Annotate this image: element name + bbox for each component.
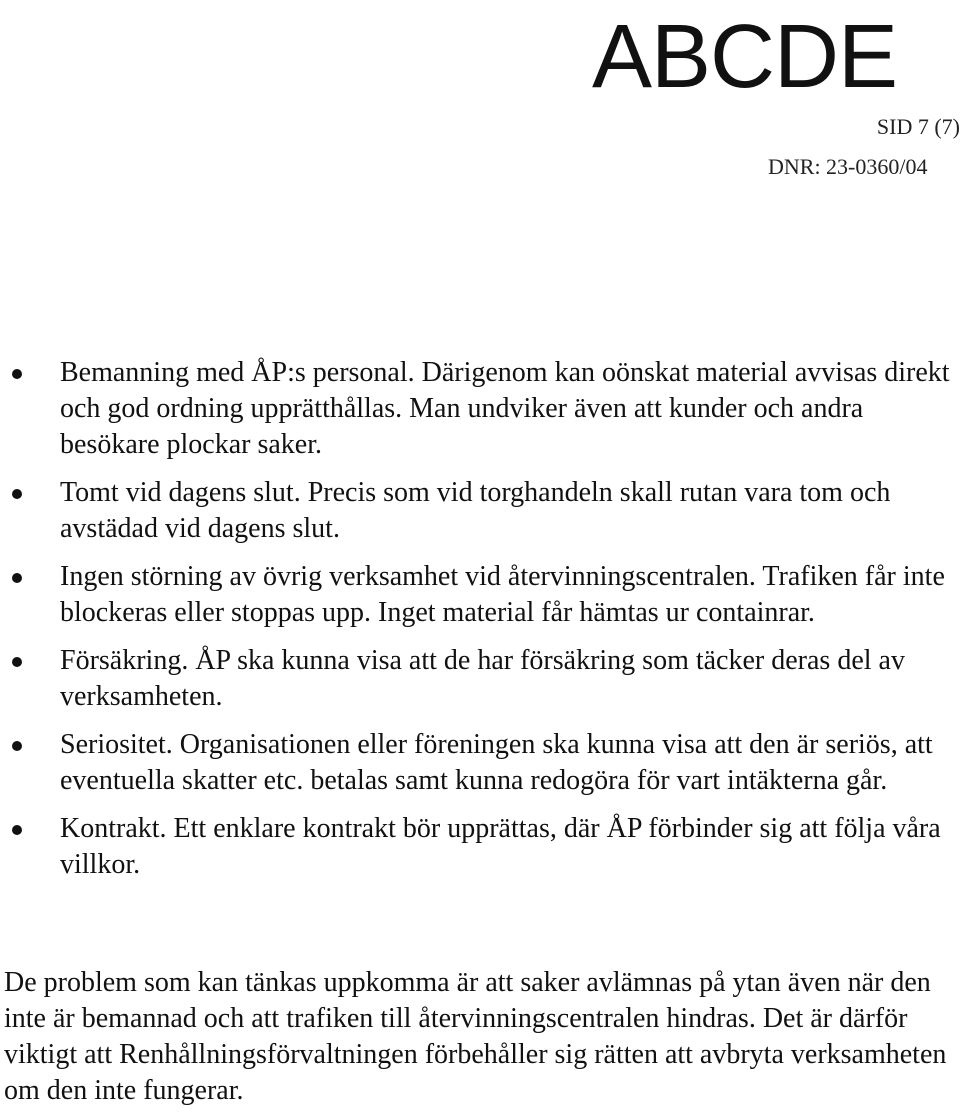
list-item-text: Tomt vid dagens slut. Precis som vid torghandeln skall rutan vara tom och avstädad vid dagens slut.	[60, 477, 891, 544]
requirements-list	[0, 355, 960, 895]
page-number: SID 7 (7)	[876, 114, 960, 139]
list-item-text: Seriositet. Organisationen eller föreningen ska kunna visa att den är seriös, att eventuella skatter etc. betalas samt kunna redogöra för vart intäkterna går.	[60, 729, 933, 796]
list-item-text: Försäkring. ÅP ska kunna visa att de har försäkring som täcker deras del av verksamheten.	[60, 645, 905, 712]
list-item-text: Ingen störning av övrig verksamhet vid återvinningscentralen. Trafiken får inte blockeras eller stoppas upp. Inget material får hämtas ur containrar.	[60, 561, 945, 628]
bullet-icon	[12, 657, 22, 667]
bullet-icon	[12, 489, 22, 499]
list-item	[0, 475, 960, 547]
bullet-icon	[12, 825, 22, 835]
list-item-text: Bemanning med ÅP:s personal. Därigenom kan oönskat material avvisas direkt och god ordning upprätthållas. Man undviker även att kunder och andra besökare plockar saker.	[60, 357, 950, 460]
list-item-text: Kontrakt. Ett enklare kontrakt bör upprättas, där ÅP förbinder sig att följa våra villkor.	[60, 813, 941, 880]
list-item	[0, 811, 960, 883]
company-logo: ABCDE	[592, 7, 898, 107]
document-number: DNR: 23-0360/04	[768, 154, 928, 179]
list-item	[0, 355, 960, 463]
bullet-icon	[12, 741, 22, 751]
list-item	[0, 643, 960, 715]
bullet-icon	[12, 573, 22, 583]
closing-paragraph: De problem som kan tänkas uppkomma är att saker avlämnas på ytan även när den inte är bemannad och att trafiken till återvinningscentralen hindras. Det är därför viktigt att Renhållningsförvaltningen förbehåller sig rätten att avbryta verksamheten om den inte fungerar.	[4, 967, 947, 1106]
list-item	[0, 559, 960, 631]
list-item	[0, 727, 960, 799]
bullet-icon	[12, 369, 22, 379]
